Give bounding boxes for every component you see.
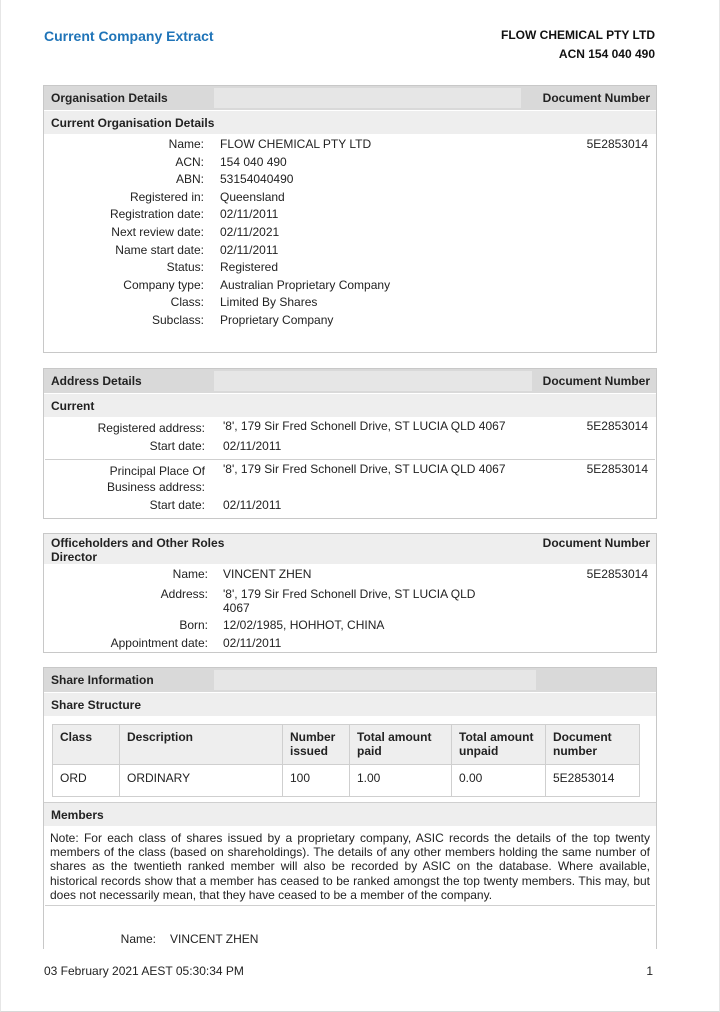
document-number-heading: Document Number	[542, 536, 650, 550]
field-label: ACN:	[175, 154, 204, 169]
column-header: Document number	[546, 725, 640, 765]
field-label: Name start date:	[115, 242, 204, 257]
document-number-heading: Document Number	[542, 374, 650, 388]
field-label: Name:	[168, 137, 204, 151]
field-label: Registered in:	[129, 189, 204, 204]
officeholders-section	[43, 533, 657, 653]
section-title: Address Details	[51, 374, 142, 388]
officeholders-header	[44, 534, 656, 564]
officer-born-label: Born:	[179, 618, 208, 632]
principal-address-label-line1: Principal Place Of	[109, 464, 205, 478]
table-cell: 100	[283, 765, 350, 797]
organisation-details-section	[43, 85, 657, 353]
field-label: Class:	[170, 295, 204, 310]
officer-address-label: Address:	[160, 587, 208, 601]
field-value: 02/11/2011	[220, 207, 279, 222]
organisation-details-header	[44, 86, 656, 110]
principal-start-label: Start date:	[149, 498, 205, 512]
members-subheading: Members	[44, 802, 656, 826]
field-label: Company type:	[123, 277, 204, 292]
officer-name-value: VINCENT ZHEN	[223, 567, 312, 581]
role-heading: Director	[51, 550, 98, 564]
registered-start-value: 02/11/2011	[223, 439, 282, 453]
officer-appointment-label: Appointment date:	[110, 636, 208, 650]
field-label: Next review date:	[111, 225, 204, 239]
field-value: Australian Proprietary Company	[220, 277, 391, 292]
field-value: Proprietary Company	[220, 313, 334, 327]
field-label: Registration date:	[109, 207, 204, 222]
field-value: 53154040490	[220, 172, 294, 187]
page-number: 1	[646, 964, 653, 978]
field-value: 02/11/2021	[220, 225, 280, 239]
column-header: Description	[120, 725, 283, 765]
table-cell: 1.00	[350, 765, 452, 797]
column-header: Number issued	[283, 725, 350, 765]
registered-start-label: Start date:	[149, 439, 205, 453]
field-label: Subclass:	[151, 313, 204, 327]
officer-name-label: Name:	[172, 567, 208, 581]
company-acn: ACN 154 040 490	[558, 47, 655, 61]
company-name: FLOW CHEMICAL PTY LTD	[501, 28, 655, 42]
officer-address-line1: '8', 179 Sir Fred Schonell Drive, ST LUCIA QLD	[223, 587, 476, 601]
field-value: 154 040 490	[220, 154, 287, 169]
section-title: Organisation Details	[51, 91, 168, 105]
table-cell: ORDINARY	[120, 765, 283, 797]
principal-address-label-line2: Business address:	[106, 480, 205, 494]
member-name-value: VINCENT ZHEN	[170, 932, 259, 946]
current-address-subheading: Current	[44, 393, 656, 417]
table-header-row	[53, 725, 640, 765]
field-value: 02/11/2011	[220, 242, 279, 257]
field-value: Limited By Shares	[220, 295, 318, 310]
registered-address-label: Registered address:	[97, 421, 205, 435]
current-organisation-subheading: Current Organisation Details	[44, 110, 656, 134]
column-header: Total amount paid	[350, 725, 452, 765]
share-structure-subheading: Share Structure	[44, 692, 656, 716]
table-row	[53, 765, 640, 797]
footer-timestamp: 03 February 2021 AEST 05:30:34 PM	[44, 964, 244, 978]
field-value: FLOW CHEMICAL PTY LTD	[220, 137, 372, 151]
registered-address-document: 5E2853014	[586, 419, 648, 433]
member-name-label: Name:	[120, 932, 156, 946]
address-details-section	[43, 368, 657, 519]
members-note: Note: For each class of shares issued by a proprietary company, ASIC records the details of the top twenty members of the class (based on shareholdings). The details of any other members holding the same number of shares as the twentieth ranked member will also be recorded by ASIC on the database. Where available, historical records show that a member has ceased to be ranked amongst the top twenty members. This may, but does not necessarily mean, that they have ceased to be a member of the company.	[50, 831, 650, 902]
registered-address-value: '8', 179 Sir Fred Schonell Drive, ST LUCIA QLD 4067	[223, 419, 506, 433]
principal-address-value: '8', 179 Sir Fred Schonell Drive, ST LUCIA QLD 4067	[223, 462, 506, 476]
field-value: Queensland	[220, 189, 285, 204]
document-number: 5E2853014	[586, 137, 648, 151]
section-title: Officeholders and Other Roles	[51, 536, 225, 550]
share-information-header	[44, 668, 656, 692]
share-information-section	[43, 667, 657, 949]
principal-address-document: 5E2853014	[586, 462, 648, 476]
section-title: Share Information	[51, 673, 154, 687]
officer-born-value: 12/02/1985, HOHHOT, CHINA	[223, 618, 385, 632]
share-structure-table	[52, 724, 640, 797]
principal-start-value: 02/11/2011	[223, 498, 282, 512]
field-label: ABN:	[175, 172, 204, 187]
table-cell: ORD	[53, 765, 120, 797]
company-header	[501, 26, 655, 64]
column-header: Class	[53, 725, 120, 765]
field-value: Registered	[220, 260, 279, 275]
column-header: Total amount unpaid	[452, 725, 546, 765]
document-title: Current Company Extract	[44, 28, 214, 44]
address-details-header	[44, 369, 656, 393]
officer-document: 5E2853014	[586, 567, 648, 581]
document-number-heading: Document Number	[542, 91, 650, 105]
officer-appointment-value: 02/11/2011	[223, 636, 282, 650]
table-cell: 5E2853014	[546, 765, 640, 797]
table-cell: 0.00	[452, 765, 546, 797]
officer-address-line2: 4067	[223, 601, 250, 615]
field-label: Status:	[166, 260, 204, 275]
